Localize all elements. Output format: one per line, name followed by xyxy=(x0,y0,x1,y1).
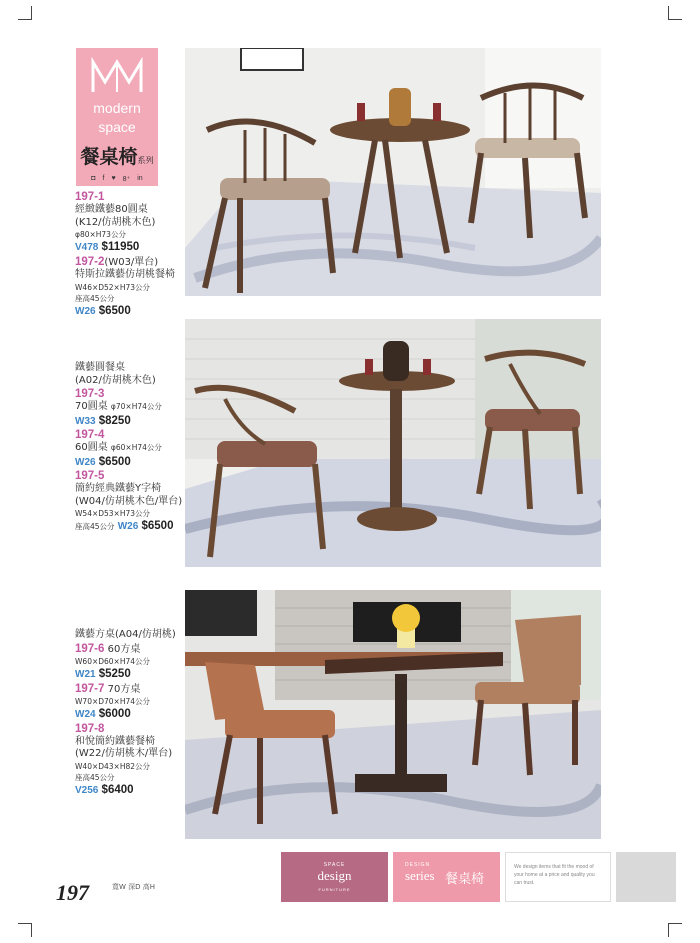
crop-mark-top-right xyxy=(668,6,682,20)
product-seat-height: 座高45公分 xyxy=(75,293,115,303)
product-dimensions: W70×D70×H74公分 xyxy=(75,697,151,706)
footer-box2-line2: series xyxy=(405,868,435,883)
product-variant: (K12/仿胡桃木色) xyxy=(75,216,156,228)
google-plus-icon: 8⁺ xyxy=(122,176,131,183)
dimension-legend: 寬W 深D 高H xyxy=(112,883,156,891)
category-title: 餐桌椅系列 xyxy=(80,146,154,168)
footer-box1-line2: design xyxy=(317,868,352,883)
product-vcode: W33 xyxy=(75,415,96,427)
product-vcode: W24 xyxy=(75,709,96,720)
product-price: $6000 xyxy=(98,708,131,720)
product-info-group-1 xyxy=(75,190,175,318)
footer-box2-category: 餐桌椅 xyxy=(445,872,485,887)
product-vcode: W21 xyxy=(75,669,96,680)
heart-icon: ♥ xyxy=(111,175,116,182)
product-code: 197-8 xyxy=(75,722,105,735)
footer-box1-line3: FURNITURE xyxy=(318,887,351,892)
page-number: 197 xyxy=(56,880,89,905)
product-photo-pedestal-table-set xyxy=(185,319,601,567)
crop-mark-top-left xyxy=(18,6,32,20)
product-name: 經緻鐵藝80圓桌 xyxy=(75,204,148,215)
product-code: 197-1 xyxy=(75,191,105,203)
facebook-icon: f xyxy=(102,175,105,182)
product-variant: (W04/仿胡桃木色/單台) xyxy=(75,495,183,507)
product-info-group-3 xyxy=(75,629,176,797)
product-dimensions: W40×D43×H82公分 xyxy=(75,761,151,771)
product-price: $8250 xyxy=(98,414,131,427)
product-code: 197-2 xyxy=(75,255,105,268)
footer-box2-line1: DESIGN xyxy=(405,862,431,868)
product-dimensions: φ60×H74公分 xyxy=(110,443,162,452)
section-heading-variant: (A02/仿胡桃木色) xyxy=(75,374,156,386)
product-vcode: V256 xyxy=(75,784,99,796)
crop-mark-bottom-left xyxy=(18,923,32,937)
product-code: 197-5 xyxy=(75,470,105,482)
product-code: 197-6 xyxy=(75,642,105,655)
product-seat-height: 座高45公分 xyxy=(75,772,115,782)
product-vcode: W26 xyxy=(75,456,96,468)
product-dimensions: φ80×H73公分 xyxy=(75,230,126,239)
product-photo-square-table-set xyxy=(185,590,601,839)
product-info-group-2 xyxy=(75,362,182,534)
footer-tagline: We design items that fit the mood of your home at a price and quality you can trust. xyxy=(514,864,595,886)
product-name: 60圓桌 xyxy=(75,442,108,453)
product-price: $6500 xyxy=(98,455,131,468)
product-price: $6400 xyxy=(101,783,134,796)
brand-line-1: modern xyxy=(93,100,141,116)
product-dimensions: φ70×H74公分 xyxy=(110,402,162,411)
footer-grey-box xyxy=(616,852,676,902)
footer-design-series-box xyxy=(393,852,500,902)
product-code: 197-4 xyxy=(75,429,105,441)
product-dimensions: W54×D53×H73公分 xyxy=(75,509,151,518)
product-name: 70方桌 xyxy=(107,683,141,695)
product-code: 197-3 xyxy=(75,388,105,400)
footer-box1-line1: SPACE xyxy=(323,862,346,868)
brand-panel xyxy=(76,48,158,186)
product-name: 和悅簡約鐵藝餐椅 xyxy=(75,735,155,747)
product-vcode: W26 xyxy=(75,305,96,317)
section-heading: 鐵藝圓餐桌 xyxy=(75,362,125,373)
product-price: $6500 xyxy=(98,304,131,317)
section-heading: 鐵藝方桌(A04/仿胡桃) xyxy=(75,629,176,640)
product-code: 197-7 xyxy=(75,682,105,695)
product-dimensions: W60×D60×H74公分 xyxy=(75,657,151,666)
product-price: $11950 xyxy=(101,241,140,253)
footer-tagline-box xyxy=(505,852,611,902)
product-code-suffix: (W03/單台) xyxy=(104,256,159,268)
modern-space-logo xyxy=(89,56,145,96)
product-vcode: V478 xyxy=(75,242,99,253)
product-vcode: W26 xyxy=(117,521,139,532)
product-seat-height: 座高45公分 xyxy=(75,522,115,531)
linkedin-icon: in xyxy=(137,175,143,182)
brand-line-2: space xyxy=(98,119,136,135)
product-name: 簡約經典鐵藝Y字椅 xyxy=(75,483,162,494)
product-name: 60方桌 xyxy=(107,643,141,655)
footer-space-design-box xyxy=(281,852,388,902)
crop-mark-bottom-right xyxy=(668,923,682,937)
product-price: $5250 xyxy=(98,668,131,680)
product-dimensions: W46×D52×H73公分 xyxy=(75,282,151,292)
instagram-icon: ◘ xyxy=(91,175,96,182)
product-name: 70圓桌 xyxy=(75,401,108,412)
social-icons xyxy=(76,175,158,183)
product-variant: (W22/仿胡桃木/單台) xyxy=(75,748,173,759)
product-name: 特斯拉鐵藝仿胡桃餐椅 xyxy=(75,269,175,280)
product-price: $6500 xyxy=(141,520,174,532)
product-photo-round-table-set xyxy=(185,48,601,296)
